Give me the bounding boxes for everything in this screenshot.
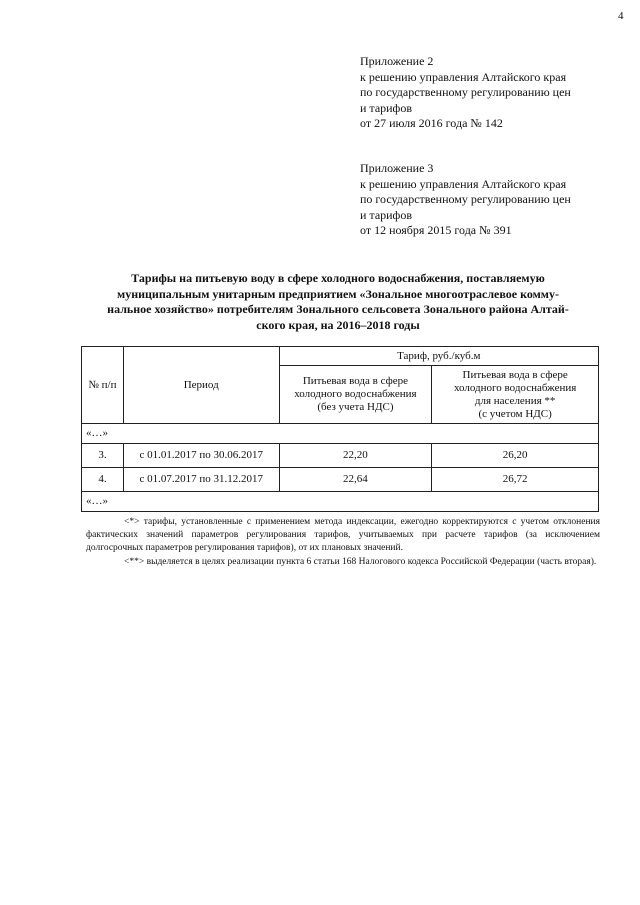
title-line: муниципальным унитарным предприятием «Зональное многоотраслевое комму-: [117, 286, 559, 301]
row-period: с 01.01.2017 по 30.06.2017: [123, 444, 279, 468]
table-header-row: [82, 347, 599, 366]
row-vat: 26,20: [432, 444, 599, 468]
ellipsis-cell: «…»: [82, 424, 599, 444]
ellipsis-cell: «…»: [82, 492, 599, 512]
appendix-line: от 12 ноября 2015 года № 391: [360, 223, 512, 237]
header-line: Питьевая вода в сфере: [462, 368, 568, 381]
title-line: ского края, на 2016–2018 годы: [256, 317, 420, 332]
header-period: Период: [123, 347, 279, 424]
header-line: Питьевая вода в сфере: [302, 375, 408, 387]
header-line: холодного водоснабжения: [294, 388, 417, 400]
appendix-line: от 27 июля 2016 года № 142: [360, 116, 503, 130]
appendix-line: к решению управления Алтайского края: [360, 69, 567, 84]
header-line: (без учета НДС): [317, 401, 394, 413]
row-period: с 01.07.2017 по 31.12.2017: [123, 468, 279, 492]
appendix-3-header: [360, 161, 571, 239]
footnote: <*> тарифы, установленные с применением метода индексации, ежегодно корректируются с учетом отклонения фактических значений параметров регулирования тарифов, учитываемых при расчете тарифов (за исключением долгосрочных параметров регулирования тарифов), от их плановых значений.: [86, 517, 600, 553]
row-num: 4.: [82, 468, 124, 492]
table-row: [82, 424, 599, 444]
header-tariff: Тариф, руб./куб.м: [279, 347, 598, 366]
footnote: <**> выделяется в целях реализации пункта 6 статьи 168 Налогового кодекса Российской Федерации (часть вторая).: [124, 557, 597, 567]
footnotes: [86, 516, 600, 570]
row-num: 3.: [82, 444, 124, 468]
table-row: [82, 492, 599, 512]
appendix-line: и тарифов: [360, 207, 413, 222]
appendix-2-header: [360, 54, 571, 132]
document-title: [88, 271, 588, 333]
header-vat: [432, 366, 599, 424]
header-line: для населения **: [474, 394, 556, 407]
table-row: [82, 468, 599, 492]
row-no-vat: 22,64: [279, 468, 432, 492]
appendix-line: к решению управления Алтайского края: [360, 176, 567, 191]
appendix-line: по государственному регулированию цен: [360, 85, 571, 99]
header-line: (с учетом НДС): [478, 407, 552, 420]
row-no-vat: 22,20: [279, 444, 432, 468]
header-num: № п/п: [82, 347, 124, 424]
title-line: Тарифы на питьевую воду в сфере холодного водоснабжения, поставляемую: [131, 271, 545, 285]
page-number: 4: [618, 10, 624, 22]
row-vat: 26,72: [432, 468, 599, 492]
appendix-line: и тарифов: [360, 100, 413, 115]
appendix-line: по государственному регулированию цен: [360, 192, 571, 206]
appendix-line: Приложение 2: [360, 54, 434, 68]
header-line: холодного водоснабжения: [453, 381, 577, 394]
table-row: [82, 444, 599, 468]
header-no-vat: [279, 366, 432, 424]
tariff-table: [81, 346, 599, 512]
appendix-line: Приложение 3: [360, 161, 434, 175]
title-line: нальное хозяйство» потребителям Зонального сельсовета Зонального района Алтай-: [107, 302, 569, 316]
